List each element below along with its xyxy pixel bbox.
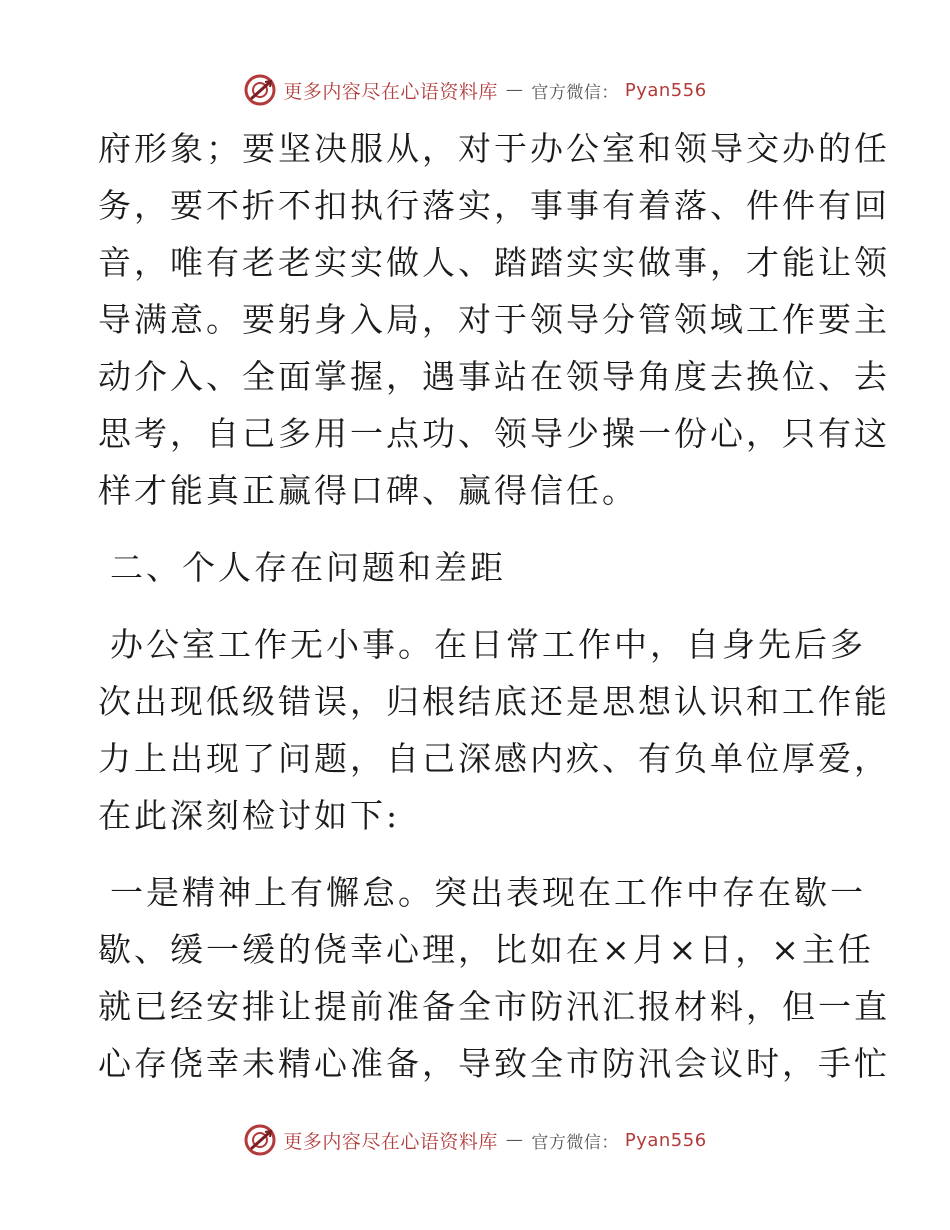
logo-icon [243, 73, 277, 107]
watermark-main-text: 更多内容尽在心语资料库 [283, 80, 498, 103]
paragraph-line: 就已经安排让提前准备全市防汛汇报材料，但一直 [98, 987, 890, 1026]
paragraph-1 [98, 120, 890, 519]
watermark-main-text: 更多内容尽在心语资料库 [283, 1130, 498, 1153]
paragraph-line: 次出现低级错误，归根结底还是思想认识和工作能 [98, 682, 890, 721]
paragraph-line: 府形象；要坚决服从，对于办公室和领导交办的任 [98, 129, 890, 168]
footer-watermark [0, 1120, 950, 1160]
paragraph-line: 思考，自己多用一点功、领导少操一份心，只有这 [98, 414, 890, 453]
section-heading: 二、个人存在问题和差距 [110, 548, 506, 587]
paragraph-line: 办公室工作无小事。在日常工作中，自身先后多 [110, 625, 866, 664]
document-body [98, 120, 890, 1092]
paragraph-line: 心存侥幸未精心准备，导致全市防汛会议时，手忙 [98, 1044, 890, 1083]
watermark-id-text: Pyan556 [624, 79, 707, 101]
paragraph-line: 动介入、全面掌握，遇事站在领导角度去换位、去 [98, 357, 890, 396]
watermark-separator: — [505, 80, 524, 100]
watermark-id-text: Pyan556 [624, 1129, 707, 1151]
paragraph-3 [98, 864, 890, 1092]
paragraph-line: 力上出现了问题，自己深感内疚、有负单位厚爱， [98, 739, 890, 778]
paragraph-gap [98, 596, 858, 616]
paragraph-line: 歇、缓一缓的侥幸心理，比如在×月×日，×主任 [98, 930, 874, 969]
paragraph-gap [98, 844, 858, 864]
paragraph-line: 一是精神上有懈怠。突出表现在工作中存在歇一 [110, 873, 866, 912]
watermark-sub-text: 官方微信： [531, 1132, 619, 1153]
paragraph-line: 务，要不折不扣执行落实，事事有着落、件件有回 [98, 186, 890, 225]
paragraph-2 [98, 616, 890, 844]
paragraph-line: 音，唯有老老实实做人、踏踏实实做事，才能让领 [98, 243, 890, 282]
watermark-sub-text: 官方微信： [531, 82, 619, 103]
watermark-separator: — [505, 1130, 524, 1150]
header-watermark [0, 70, 950, 110]
paragraph-line: 在此深刻检讨如下: [98, 796, 401, 835]
paragraph-line: 样才能真正赢得口碑、赢得信任。 [98, 471, 638, 510]
logo-icon [243, 1123, 277, 1157]
paragraph-gap [98, 519, 858, 539]
paragraph-line: 导满意。要躬身入局，对于领导分管领域工作要主 [98, 300, 890, 339]
